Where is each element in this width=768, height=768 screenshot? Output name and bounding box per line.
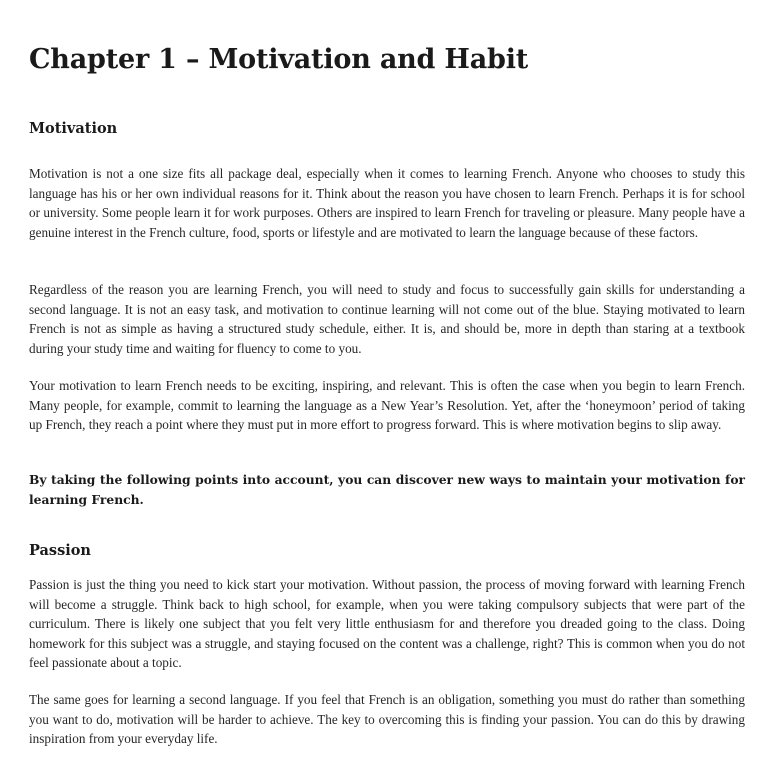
paragraph: The same goes for learning a second language. If you feel that French is an obligation, something you must do rather than something you want to do, motivation will be harder to achieve. The key to overcoming this is finding your passion. You can do this by drawing inspiration from your everyday life. — [29, 692, 745, 746]
section-heading-passion: Passion — [29, 542, 91, 559]
section-heading-motivation: Motivation — [29, 120, 118, 137]
paragraph: Passion is just the thing you need to kick start your motivation. Without passion, the process of moving forward with learning French will become a struggle. Think back to high school, for example, when you were taking compulsory subjects that were part of the curriculum. There is likely one subject that you felt very little enthusiasm for and therefore you dreaded going to the class. Doing homework for this subject was a struggle, and staying focused on the content was a challenge, right? This is common when you do not feel passionate about a topic. — [29, 577, 745, 670]
chapter-title: Chapter 1 – Motivation and Habit — [29, 44, 529, 75]
paragraph: Regardless of the reason you are learning French, you will need to study and focus to successfully gain skills for understanding a second language. It is not an easy task, and motivation to continue learning will not come out of the blue. Staying motivated to learn French is not as simple as having a structured study schedule, either. It is, and should be, more in depth than staring at a textbook during your study time and waiting for fluency to come to you. — [29, 282, 745, 356]
bold-paragraph: By taking the following points into account, you can discover new ways to maintain your motivation for learning French. — [29, 472, 745, 507]
paragraph: Your motivation to learn French needs to be exciting, inspiring, and relevant. This is often the case when you begin to learn French. Many people, for example, commit to learning the language as a New Year’s Resolution. Yet, after the ‘honeymoon’ period of taking up French, they reach a point where they must put in more effort to progress forward. This is where motivation begins to slip away. — [29, 378, 745, 432]
paragraph: Motivation is not a one size fits all package deal, especially when it comes to learning French. Anyone who chooses to study this language has his or her own individual reasons for it. Think about the reason you have chosen to learn French. Perhaps it is for school or university. Some people learn it for work purposes. Others are inspired to learn French for traveling or pleasure. Many people have a genuine interest in the French culture, food, sports or lifestyle and are motivated to learn the language because of these factors. — [29, 166, 745, 240]
